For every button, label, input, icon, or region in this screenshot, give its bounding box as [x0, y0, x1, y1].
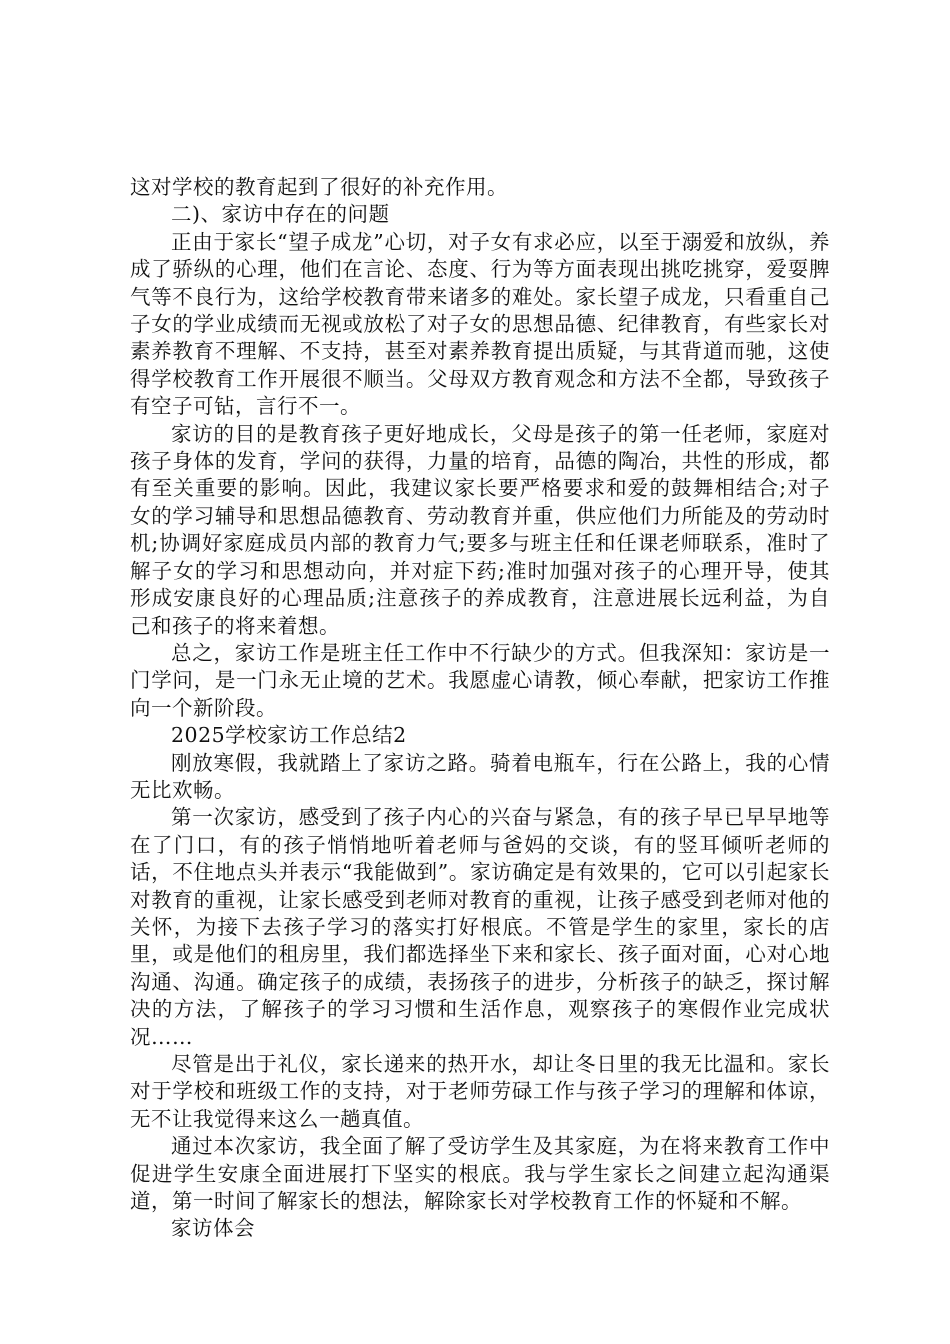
paragraph-5: 总之，家访工作是班主任工作中不行缺少的方式。但我深知：家访是一门学问，是一门永无止境的艺术。我愿虚心请教，倾心奉献，把家访工作推向一个新阶段。	[130, 640, 830, 720]
paragraph-10: 通过本次家访，我全面了解了受访学生及其家庭，为在将来教育工作中促进学生安康全面进展打下坚实的根底。我与学生家长之间建立起沟通渠道，第一时间了解家长的想法，解除家长对学校教育工作的怀疑和不解。	[130, 1134, 830, 1214]
section-heading-experience: 家访体会	[171, 1216, 255, 1241]
section-heading-problems: 二)、家访中存在的问题	[171, 202, 390, 227]
paragraph-3: 正由于家长“望子成龙”心切，对子女有求必应，以至于溺爱和放纵，养成了骄纵的心理，他们在言论、态度、行为等方面表现出挑吃挑穿，爱耍脾气等不良行为，这给学校教育带来诸多的难处。家长望子成龙，只看重自己子女的学业成绩而无视或放松了对子女的思想品德、纪律教育，有些家长对素养教育不理解、不支持，甚至对素养教育提出质疑，与其背道而驰，这使得学校教育工作开展很不顺当。父母双方教育观念和方法不全都，导致孩子有空子可钻，言行不一。	[130, 229, 830, 419]
section-heading-summary-2: 2025学校家访工作总结2	[171, 723, 407, 748]
paragraph-4: 家访的目的是教育孩子更好地成长，父母是孩子的第一任老师，家庭对孩子身体的发育，学问的获得，力量的培育，品德的陶冶，共性的形成，都有至关重要的影响。因此，我建议家长要严格要求和爱的鼓舞相结合;对子女的学习辅导和思想品德教育、劳动教育并重，供应他们力所能及的劳动时机;协调好家庭成员内部的教育力气;要多与班主任和任课老师联系，准时了解子女的学习和思想动向，并对症下药;准时加强对孩子的心理开导，使其形成安康良好的心理品质;注意孩子的养成教育，注意进展长远利益，为自己和孩子的将来着想。	[130, 421, 830, 638]
paragraph-1: 这对学校的教育起到了很好的补充作用。	[130, 175, 508, 199]
paragraph-7: 刚放寒假，我就踏上了家访之路。骑着电瓶车，行在公路上，我的心情无比欢畅。	[130, 750, 830, 802]
document-body	[130, 174, 830, 1243]
paragraph-9: 尽管是出于礼仪，家长递来的热开水，却让冬日里的我无比温和。家长对于学校和班级工作的支持，对于老师劳碌工作与孩子学习的理解和体谅，无不让我觉得来这么一趟真值。	[130, 1052, 830, 1131]
paragraph-8: 第一次家访，感受到了孩子内心的兴奋与紧急，有的孩子早已早早地等在了门口，有的孩子悄悄地听着老师与爸妈的交谈，有的竖耳倾听老师的话，不住地点头并表示“我能做到”。家访确定是有效果的，它可以引起家长对教育的重视，让家长感受到老师对教育的重视，让孩子感受到老师对他的关怀，为接下去孩子学习的落实打好根底。不管是学生的家里，家长的店里，或是他们的租房里，我们都选择坐下来和家长、孩子面对面，心对心地沟通、沟通。确定孩子的成绩，表扬孩子的进步，分析孩子的缺乏，探讨解决的方法，了解孩子的学习习惯和生活作息，观察孩子的寒假作业完成状况……	[130, 805, 830, 1049]
